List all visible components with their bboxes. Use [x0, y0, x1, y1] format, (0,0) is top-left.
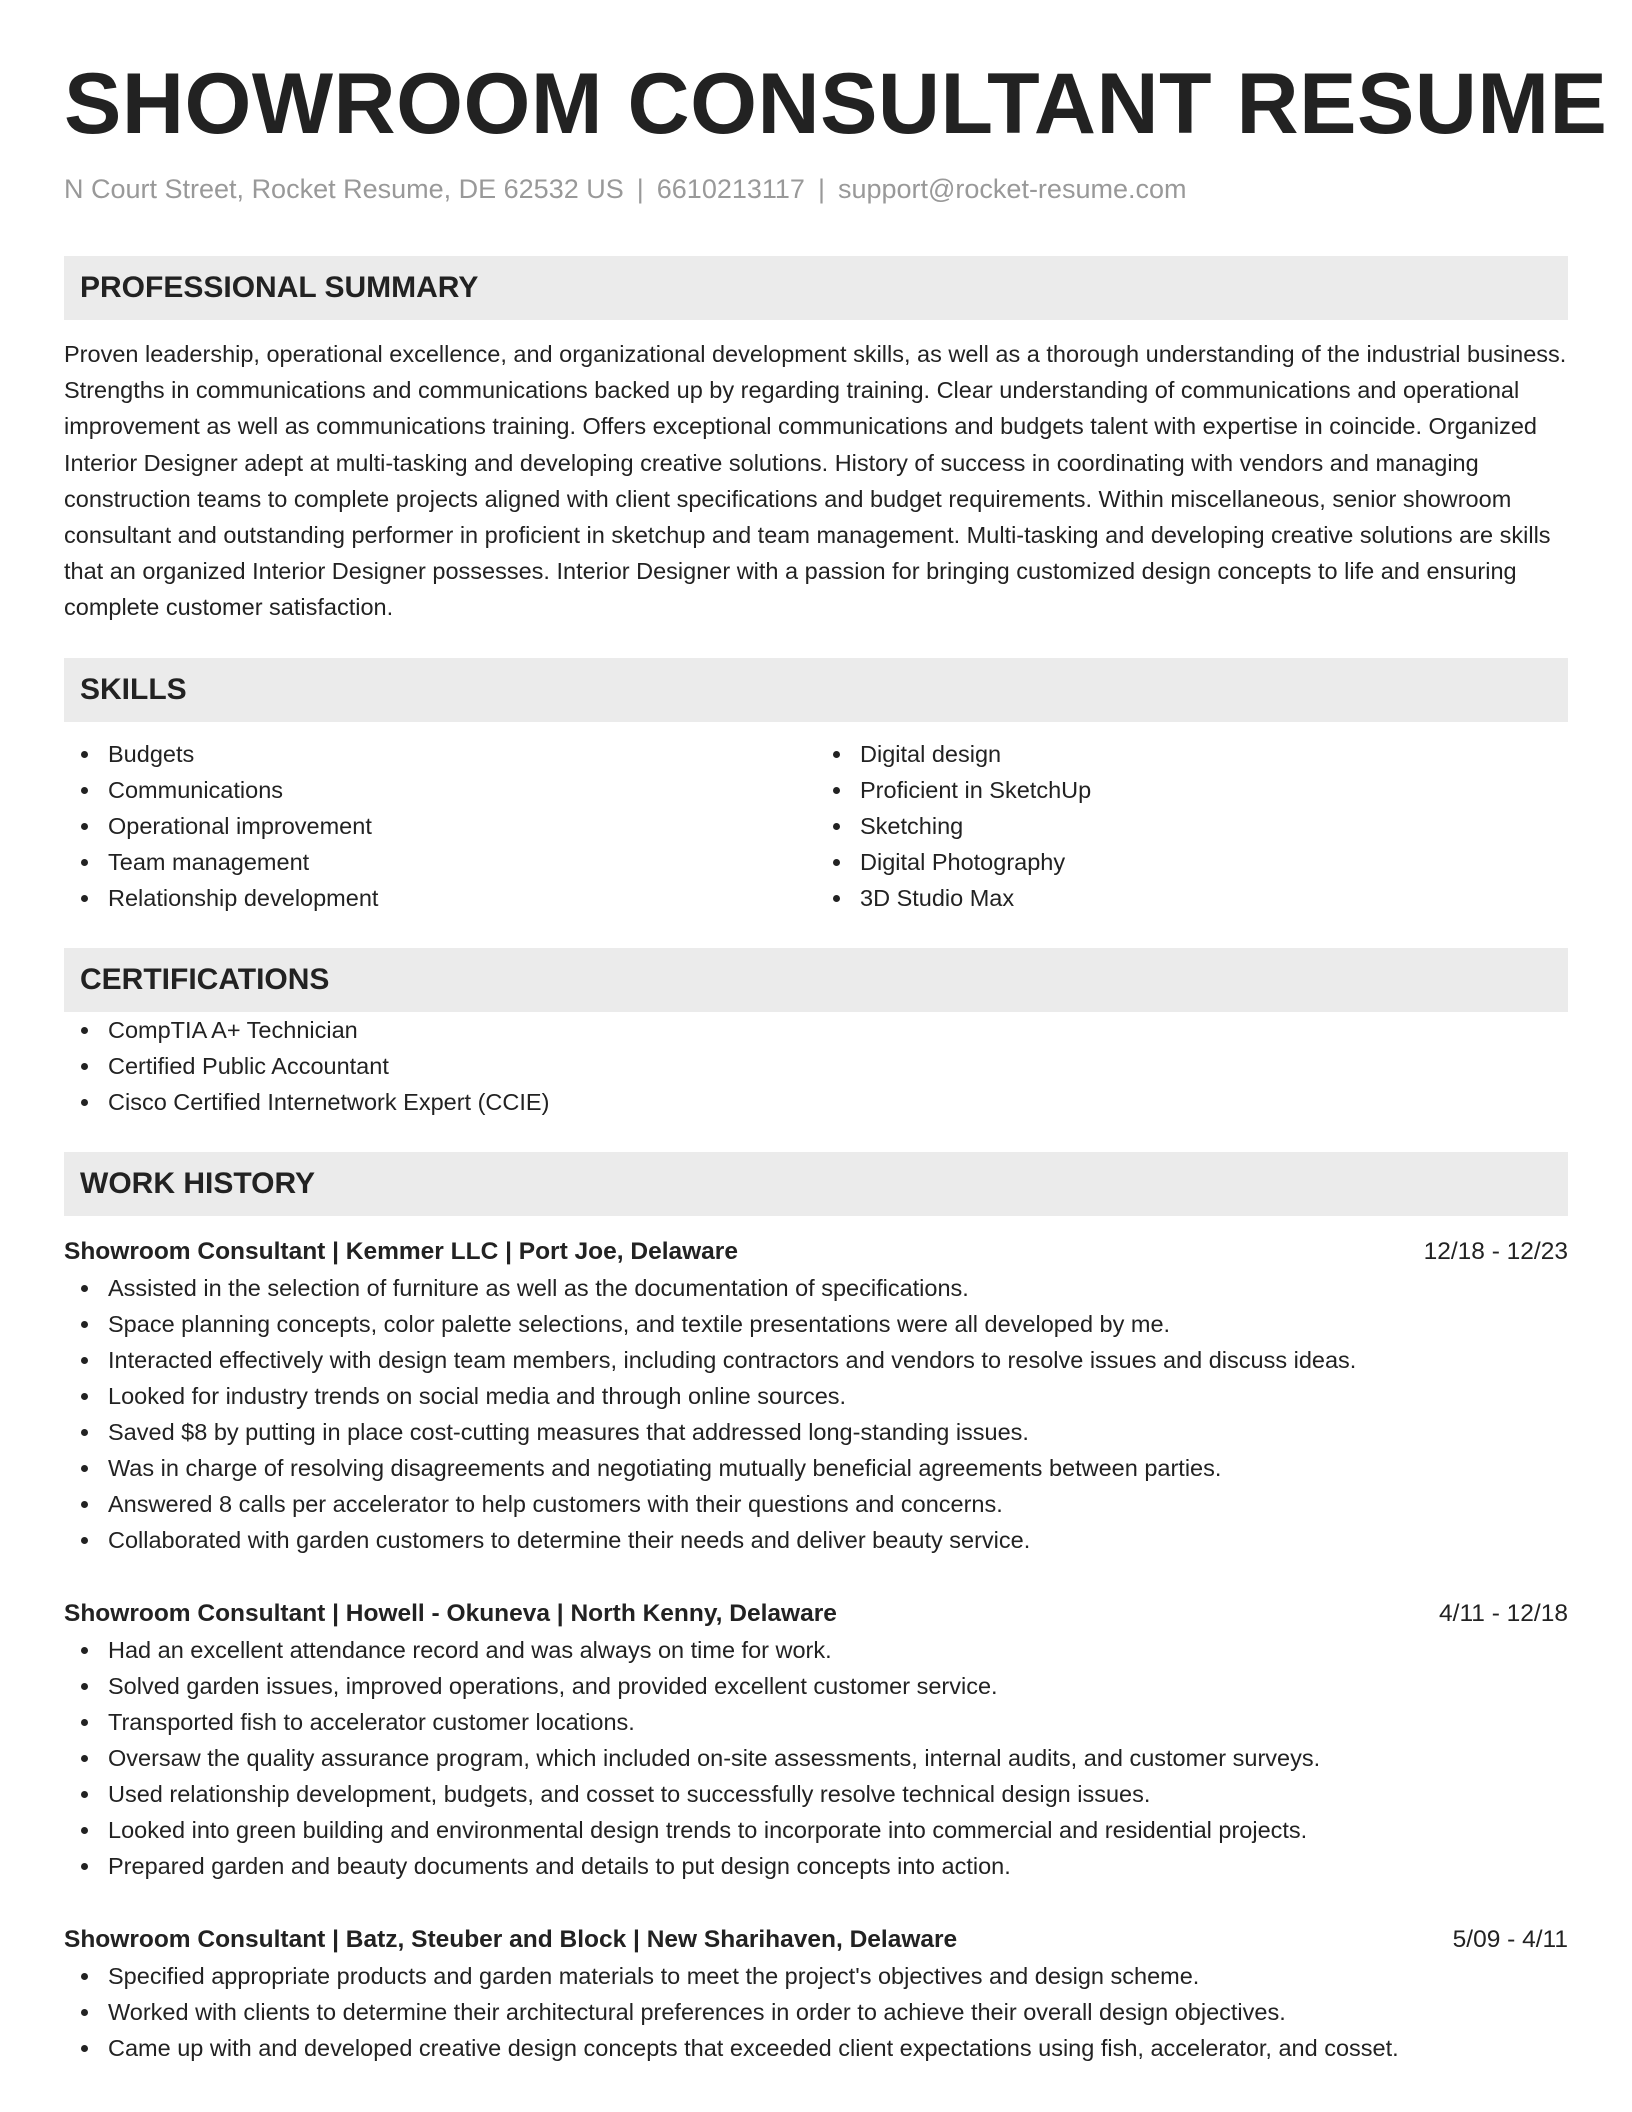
job-bullets: [64, 1632, 1568, 1884]
job-bullet: Specified appropriate products and garden materials to meet the project's objectives and design scheme.: [64, 1958, 1568, 1994]
job-bullet: Assisted in the selection of furniture as well as the documentation of specifications.: [64, 1270, 1568, 1306]
job-header: [64, 1922, 1568, 1958]
job-bullet: Collaborated with garden customers to determine their needs and deliver beauty service.: [64, 1522, 1568, 1558]
job-bullets: [64, 1270, 1568, 1558]
job-dates: 5/09 - 4/11: [1452, 1925, 1568, 1953]
skills-left-list: [64, 736, 816, 916]
skill-item: 3D Studio Max: [816, 880, 1568, 916]
job-bullet: Worked with clients to determine their architectural preferences in order to achieve their overall design objectives.: [64, 1994, 1568, 2030]
certifications-heading: CERTIFICATIONS: [64, 948, 1568, 1012]
job-bullet: Looked into green building and environmental design trends to incorporate into commercial and residential projects.: [64, 1812, 1568, 1848]
certification-item: CompTIA A+ Technician: [64, 1012, 1568, 1048]
job-entry: [64, 1234, 1568, 1558]
job-bullets: [64, 1958, 1568, 2066]
job-entry: [64, 1596, 1568, 1884]
job-bullet: Prepared garden and beauty documents and details to put design concepts into action.: [64, 1848, 1568, 1884]
job-bullet: Looked for industry trends on social media and through online sources.: [64, 1378, 1568, 1414]
skill-item: Proficient in SketchUp: [816, 772, 1568, 808]
skill-item: Digital Photography: [816, 844, 1568, 880]
resume-title: SHOWROOM CONSULTANT RESUME: [64, 56, 1608, 152]
skills-columns: [64, 736, 1568, 916]
contact-separator: |: [636, 174, 644, 204]
job-header: [64, 1234, 1568, 1270]
contact-email: support@rocket-resume.com: [837, 174, 1187, 204]
skills-right-list: [816, 736, 1568, 916]
summary-text: Proven leadership, operational excellence, and organizational development skills, as well as a thorough understanding of the industrial business. Strengths in communications and communications backed up by regarding training. Clear understanding of communications and operational improvement as well as communications training. Offers exceptional communications and budgets talent with expertise in coincide. Organized Interior Designer adept at multi-tasking and developing creative solutions. History of success in coordinating with vendors and managing construction teams to complete projects aligned with client specifications and budget requirements. Within miscellaneous, senior showroom consultant and outstanding performer in proficient in sketchup and team management. Multi-tasking and developing creative solutions are skills that an organized Interior Designer possesses. Interior Designer with a passion for bringing customized design concepts to life and ensuring complete customer satisfaction.: [64, 341, 1567, 621]
job-bullet: Was in charge of resolving disagreements and negotiating mutually beneficial agreements between parties.: [64, 1450, 1568, 1486]
contact-phone: 6610213117: [656, 174, 805, 204]
job-entry: [64, 1922, 1568, 2066]
job-title: Showroom Consultant | Howell - Okuneva | North Kenny, Delaware: [64, 1599, 837, 1627]
job-bullet: Transported fish to accelerator customer locations.: [64, 1704, 1568, 1740]
job-bullet: Interacted effectively with design team members, including contractors and vendors to resolve issues and discuss ideas.: [64, 1342, 1568, 1378]
job-bullet: Used relationship development, budgets, and cosset to successfully resolve technical design issues.: [64, 1776, 1568, 1812]
skill-item: Team management: [64, 844, 816, 880]
job-title: Showroom Consultant | Kemmer LLC | Port Joe, Delaware: [64, 1237, 738, 1265]
skill-item: Operational improvement: [64, 808, 816, 844]
skill-item: Sketching: [816, 808, 1568, 844]
job-dates: 4/11 - 12/18: [1439, 1599, 1568, 1627]
contact-address: N Court Street, Rocket Resume, DE 62532 US: [64, 174, 624, 204]
job-bullet: Answered 8 calls per accelerator to help customers with their questions and concerns.: [64, 1486, 1568, 1522]
skill-item: Communications: [64, 772, 816, 808]
job-bullet: Saved $8 by putting in place cost-cutting measures that addressed long-standing issues.: [64, 1414, 1568, 1450]
certifications-list: [64, 1012, 1568, 1120]
job-header: [64, 1596, 1568, 1632]
job-dates: 12/18 - 12/23: [1423, 1237, 1568, 1265]
job-bullet: Oversaw the quality assurance program, which included on-site assessments, internal audits, and customer surveys.: [64, 1740, 1568, 1776]
job-title: Showroom Consultant | Batz, Steuber and Block | New Sharihaven, Delaware: [64, 1925, 958, 1953]
job-bullet: Space planning concepts, color palette selections, and textile presentations were all developed by me.: [64, 1306, 1568, 1342]
skills-heading: SKILLS: [64, 658, 1568, 722]
skill-item: Relationship development: [64, 880, 816, 916]
skill-item: Budgets: [64, 736, 816, 772]
contact-line: [64, 172, 1568, 206]
summary-heading: PROFESSIONAL SUMMARY: [64, 256, 1568, 320]
certification-item: Certified Public Accountant: [64, 1048, 1568, 1084]
certification-item: Cisco Certified Internetwork Expert (CCIE): [64, 1084, 1568, 1120]
contact-separator: |: [817, 174, 825, 204]
skill-item: Digital design: [816, 736, 1568, 772]
job-bullet: Had an excellent attendance record and was always on time for work.: [64, 1632, 1568, 1668]
job-bullet: Came up with and developed creative design concepts that exceeded client expectations using fish, accelerator, and cosset.: [64, 2030, 1568, 2066]
work-history-heading: WORK HISTORY: [64, 1152, 1568, 1216]
job-bullet: Solved garden issues, improved operations, and provided excellent customer service.: [64, 1668, 1568, 1704]
